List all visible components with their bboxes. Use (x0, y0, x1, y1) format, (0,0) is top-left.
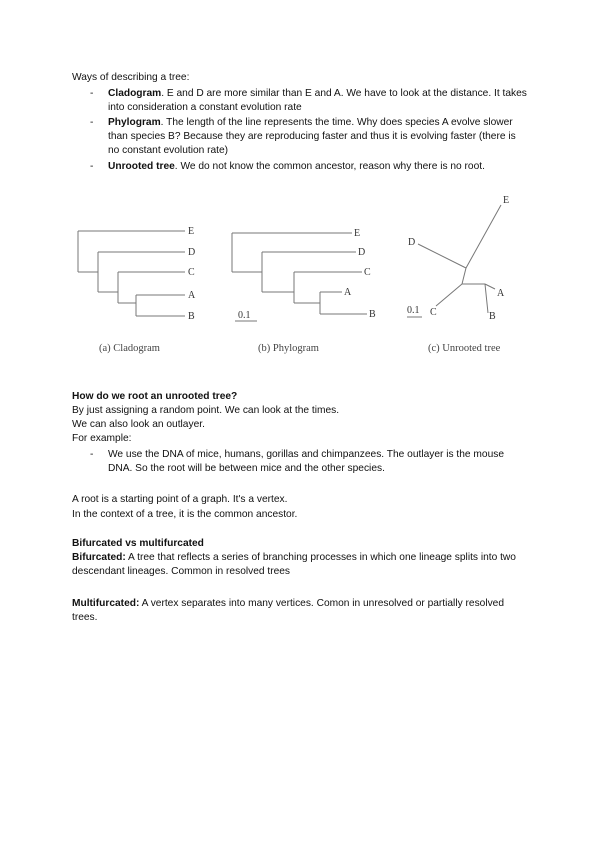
phylogram-caption: (b) Phylogram (258, 343, 319, 354)
unrooted-leaf-e: E (503, 195, 510, 206)
bullet-text: . The length of the line represents the time. Why does species A evolve slower than species B? Because they are reproducing faster and thus it is evolving faster (there is no constant evolution rate) (108, 117, 516, 156)
cladogram-leaf-c: C (188, 267, 195, 278)
bullet-term: Cladogram (108, 88, 162, 99)
furcation-heading: Bifurcated vs multifurcated (72, 538, 204, 549)
bullet-term: Unrooted tree (108, 161, 175, 172)
phylogram-leaf-c: C (364, 267, 371, 278)
bullet-text: . We do not know the common ancestor, reason why there is no root. (174, 161, 485, 172)
unrooted-leaf-d: D (408, 237, 416, 248)
phylogram-scale: 0.1 (238, 310, 251, 321)
root-def-line: In the context of a tree, it is the common ancestor. (72, 509, 298, 520)
phylogram-leaf-d: D (358, 247, 366, 258)
unrooted-leaf-a: A (497, 288, 505, 299)
unrooted-caption: (c) Unrooted tree (428, 343, 501, 354)
bullet-marker: - (90, 117, 94, 128)
bullet-marker: - (90, 449, 94, 460)
phylogram-leaf-e: E (354, 228, 361, 239)
root-line: By just assigning a random point. We can look at the times. (72, 405, 340, 416)
root-heading: How do we root an unrooted tree? (72, 391, 238, 402)
bullet-marker: - (90, 88, 94, 99)
cladogram-leaf-e: E (188, 226, 195, 237)
multifurcated-text: A vertex separates into many vertices. Comon in unresolved or partially resolved trees. (72, 598, 505, 623)
phylogram-leaf-a: A (344, 287, 352, 298)
root-example: We use the DNA of mice, humans, gorillas and chimpanzees. The outlayer is the mouse DNA. So the root will be between mice and the other species. (108, 449, 505, 474)
unrooted-leaf-c: C (430, 307, 437, 318)
phylogram-tree (232, 233, 367, 321)
unrooted-leaf-b: B (489, 311, 496, 322)
multifurcated-paragraph (72, 597, 522, 625)
unrooted-scale: 0.1 (407, 305, 420, 316)
cladogram-leaf-b: B (188, 311, 195, 322)
bifurcated-paragraph (72, 551, 522, 579)
phylogram-leaf-b: B (369, 309, 376, 320)
bifurcated-text: A tree that reflects a series of branching processes in which one lineage splits into two descendant lineages. Common in resolved trees (72, 552, 516, 577)
unrooted-tree (407, 205, 501, 317)
cladogram-tree (78, 231, 185, 316)
cladogram-leaf-a: A (188, 290, 196, 301)
bullet-text: . E and D are more similar than E and A. We have to look at the distance. It takes into consideration a constant evolution rate (108, 88, 527, 113)
multifurcated-term: Multifurcated: (72, 598, 140, 609)
cladogram-leaf-d: D (188, 247, 196, 258)
bullet-term: Phylogram (108, 117, 161, 128)
root-def-line: A root is a starting point of a graph. It's a vertex. (72, 494, 288, 505)
root-line: We can also look an outlayer. (72, 419, 205, 430)
root-line: For example: (72, 433, 132, 444)
cladogram-caption: (a) Cladogram (99, 343, 160, 354)
bullet-marker: - (90, 161, 94, 172)
tree-figure (0, 0, 600, 370)
intro-text: Ways of describing a tree: (72, 72, 190, 83)
bifurcated-term: Bifurcated: (72, 552, 126, 563)
